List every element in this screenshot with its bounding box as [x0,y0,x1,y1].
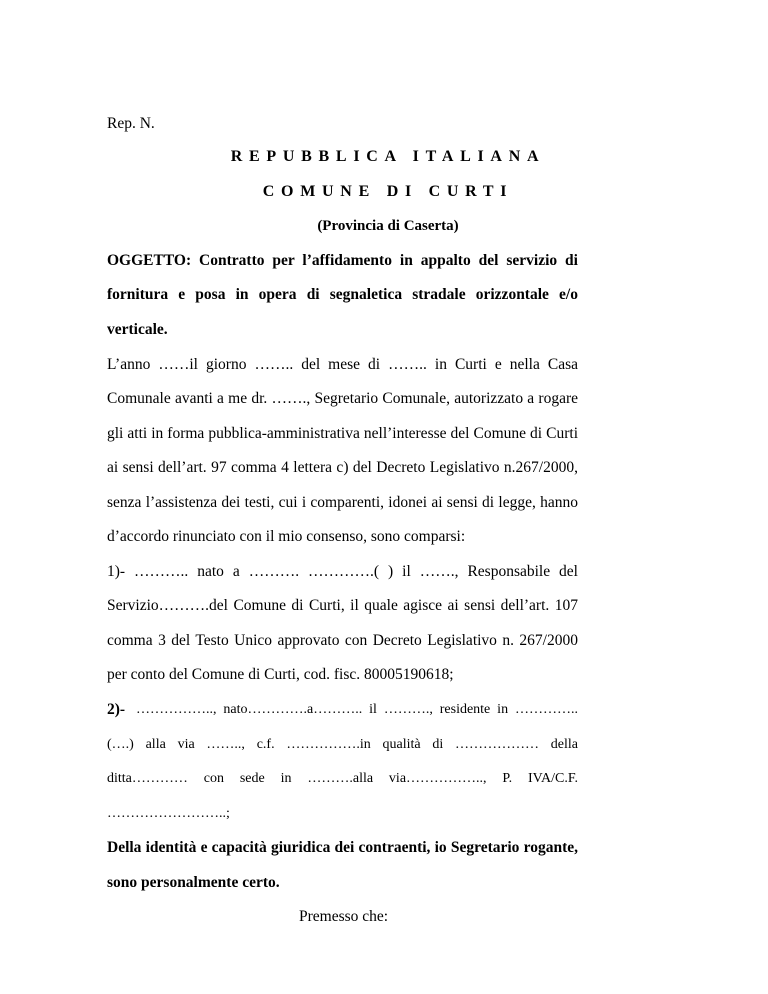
party2-number: 2)- [107,701,126,718]
header-repubblica: REPUBBLICA ITALIANA [230,148,546,165]
header-comune: COMUNE DI CURTI [262,183,514,200]
intro-line: d’accordo rinunciato con il mio consenso, sono comparsi: [107,528,466,545]
intro-line: L’anno ……il giorno …….. del mese di …….. in Curti e nella Casa [107,356,578,373]
intro-line: Comunale avanti a me dr. ……., Segretario Comunale, autorizzato a rogare [107,390,578,407]
party2-line: (….) alla via …….., c.f. …………….in qualità di ……………… della [107,737,578,752]
repertorio-number: Rep. N. [107,115,155,132]
oggetto-line: verticale. [107,321,168,338]
party1-line: 1)- ……….. nato a ………. ………….( ) il ……., Responsabile del [107,563,578,580]
province-line: (Provincia di Caserta) [317,218,459,234]
party1-line: Servizio……….del Comune di Curti, il quale agisce ai sensi dell’art. 107 [107,597,578,614]
oggetto-line: fornitura e posa in opera di segnaletica stradale orizzontale e/o [107,286,578,303]
oggetto-line: OGGETTO: Contratto per l’affidamento in appalto del servizio di [107,252,578,269]
party2-line: ditta………… con sede in ……….alla via…………….., P. IVA/C.F. [107,771,578,786]
identity-line: sono personalmente certo. [107,874,280,891]
intro-line: ai sensi dell’art. 97 comma 4 lettera c) del Decreto Legislativo n.267/2000, [107,459,578,476]
party2-line: …………….., nato………….a……….. il ………., residente in ………….. [136,702,578,717]
party1-line: comma 3 del Testo Unico approvato con Decreto Legislativo n. 267/2000 [107,632,578,649]
party1-line: per conto del Comune di Curti, cod. fisc. 80005190618; [107,666,454,683]
intro-line: senza l’assistenza dei testi, cui i comparenti, idonei ai sensi di legge, hanno [107,494,578,511]
intro-line: gli atti in forma pubblica-amministrativa nell’interesse del Comune di Curti [107,425,578,442]
premesso-heading: Premesso che: [299,908,389,925]
party2-line: ……………………..; [107,806,230,821]
identity-line: Della identità e capacità giuridica dei contraenti, io Segretario rogante, [107,839,578,856]
